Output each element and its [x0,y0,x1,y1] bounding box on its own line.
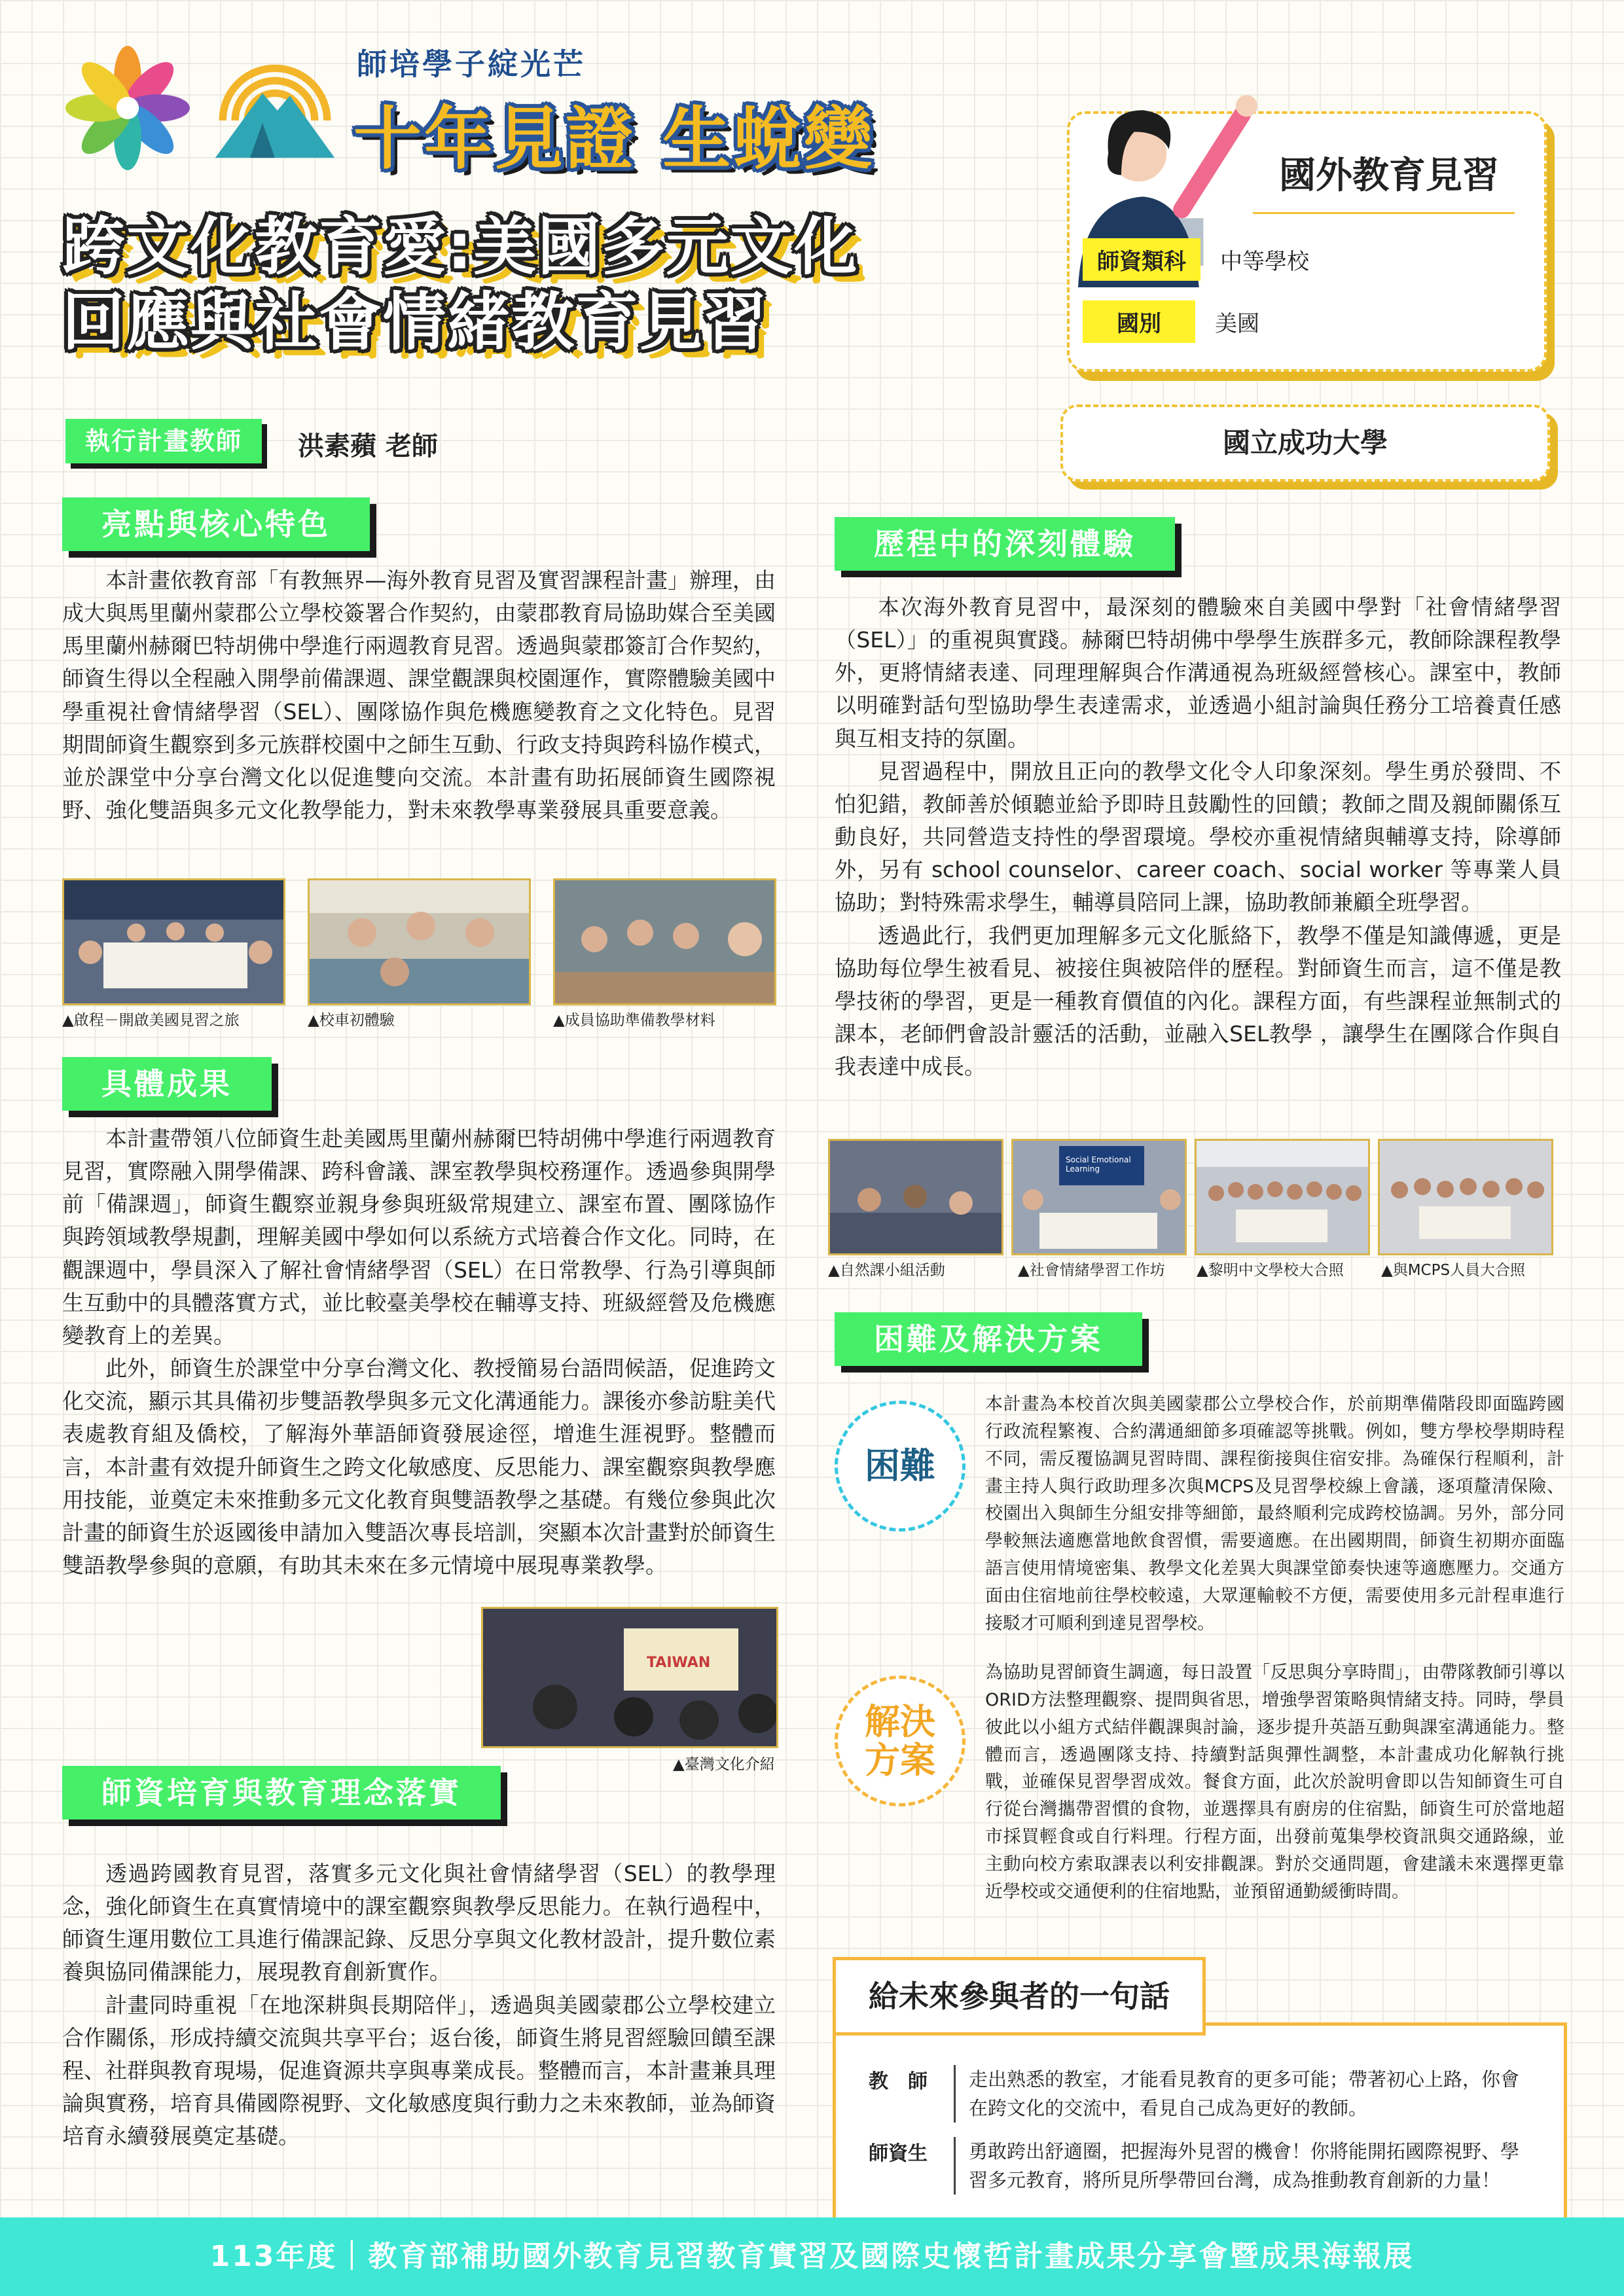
problem-text: 本計畫為本校首次與美國蒙郡公立學校合作，於前期準備階段即面臨跨國行政流程繁複、合約溝通細節多項確認等挑戰。例如，雙方學校學期時程不同，需反覆協調見習時間、課程銜接與住宿安排。為確保行程順利，計畫主持人與行政助理多次與MCPS及見習學校線上會議，逐項釐清保險、校園出入與師生分組安排等細節，最終順利完成跨校協調。另外，部分同學較無法適應當地飲食習慣，需要適應。在出國期間，師資生初期亦面臨語言使用情境密集、教學文化差異大與課堂節奏快速等適應壓力。交通方面由住宿地前往學校較遠，大眾運輸較不方便，需要使用多元計程車進行接駁才可順利到達見習學校。 [985,1394,1564,1634]
teacher-name: 洪素蘋 老師 [298,431,438,461]
country-value: 美國 [1215,311,1259,337]
page-title [62,209,858,360]
highlights-text [62,564,776,827]
title-line-2: 回應與社會情緒教育見習 [62,285,768,359]
caption-school-bus: ▲校車初體驗 [308,1012,395,1029]
journey-paragraph-1: 本次海外教育見習中，最深刻的體驗來自美國中學對「社會情緒學習（SEL）」的重視與實踐。赫爾巴特胡佛中學學生族群多元，教師除課程教學外，更將情緒表達、同理理解與合作溝通視為班級經營核心。課室中，教師以明確對話句型協助學生表達需求，並透過小組討論與任務分工培養責任感與互相支持的氛圍。 [835,594,1561,751]
quote-box [833,2022,1567,2225]
journey-text [835,591,1561,1083]
section-heading-highlights: 亮點與核心特色 [62,497,370,551]
quote-teacher-text: 走出熟悉的教室，才能看見教育的更多可能；帶著初心上路，你會在跨文化的交流中，看見自己成為更好的教師。 [969,2068,1520,2120]
highlights-paragraph: 本計畫依教育部「有教無界—海外教育見習及實習課程計畫」辦理，由成大與馬里蘭州蒙郡公立學校簽署合作契約，由蒙郡教育局協助媒合至美國馬里蘭州赫爾巴特胡佛中學進行兩週教育見習。透過與蒙郡簽訂合作契約，師資生得以全程融入開學前備課週、課堂觀課與校園運作，實際體驗美國中學重視社會情緒學習（SEL）、團隊協作與危機應變教育之文化特色。見習期間師資生觀察到多元族群校園中之師生互動、行政支持與跨科協作模式，並於課堂中分享台灣文化以促進雙向交流。本計畫有助拓展師資生國際視野、強化雙語與多元文化教學能力，對未來教學專業發展具重要意義。 [62,567,776,823]
quote-divider [954,2137,956,2195]
caption-science-group: ▲自然課小組活動 [828,1262,945,1279]
caption-departure: ▲啟程－開啟美國見習之旅 [62,1012,240,1029]
info-card [1067,111,1547,372]
photo-mcps-staff [1378,1139,1553,1255]
philosophy-text [62,1857,776,2153]
solution-badge [835,1676,965,1806]
caption-sel-workshop: ▲社會情緒學習工作坊 [1018,1262,1165,1279]
section-heading-journey: 歷程中的深刻體驗 [835,517,1175,571]
quote-student-text: 勇敢跨出舒適圈，把握海外見習的機會！你將能開拓國際視野、學習多元教育，將所見所學帶回台灣，成為推動教育創新的力量！ [969,2140,1520,2192]
solution-text: 為協助見習師資生調適，每日設置「反思與分享時間」，由帶隊教師引導以ORID方法整理觀察、提問與省思，增強學習策略與情緒支持。同時，學員彼此以小組方式結伴觀課與討論，逐步提升英語互動與課室溝通能力。整體而言，透過團隊支持、持續對話與彈性調整，本計畫成功化解執行挑戰，並確保見習學習成效。餐食方面，此次於說明會即以告知師資生可自行從台灣攜帶習慣的食物，並選擇具有廚房的住宿點，師資生可於當地超市採買輕食或自行料理。行程方面，出發前蒐集學校資訊與交通路線，並主動向校方索取課表以利安排觀課。對於交通問題，會建議未來選擇更靠近學校或交通便利的住宿地點，並預留通勤緩衝時間。 [985,1662,1564,1902]
results-paragraph-2: 此外，師資生於課堂中分享台灣文化、教授簡易台語問候語，促進跨文化交流，顯示其具備初步雙語教學與多元文化溝通能力。課後亦參訪駐美代表處教育組及僑校，了解海外華語師資發展途徑，增進生涯視野。整體而言，本計畫有效提升師資生之跨文化敏感度、反思能力、課室觀察與教學應用技能，並奠定未來推動多元文化教育與雙語教學之基礎。有幾位參與此次計畫的師資生於返國後申請加入雙語次專長培訓，突顯本次計畫對於師資生雙語教學參與的意願，有助其未來在多元情境中展現專業教學。 [62,1355,776,1579]
caption-mcps-staff: ▲與MCPS人員大合照 [1381,1262,1526,1279]
photo-school-bus [308,878,531,1005]
footer-text: 113年度｜教育部補助國外教育見習教育實習及國際史懷哲計畫成果分享會暨成果海報展 [209,2240,1415,2273]
teacher-label: 執行計畫教師 [65,419,262,463]
caption-taiwan-culture: ▲臺灣文化介紹 [673,1756,775,1773]
category-title: 國外教育見習 [1279,154,1499,197]
photo-taiwan-culture [481,1607,778,1748]
section-heading-difficulties: 困難及解決方案 [835,1312,1142,1366]
photo-departure [62,878,285,1005]
photo-science-group [828,1139,1003,1255]
philosophy-paragraph-1: 透過跨國教育見習，落實多元文化與社會情緒學習（SEL）的教學理念，強化師資生在真實情境中的課室觀察與教學反思能力。在執行過程中，師資生運用數位工具進行備課記錄、反思分享與文化教材設計，提升數位素養與協同備課能力，展現教育創新實作。 [62,1861,776,1985]
tagline: 師培學子綻光芒 [357,46,586,82]
quote-teacher-label: 教 師 [869,2070,928,2093]
section-heading-philosophy: 師資培育與教育理念落實 [62,1766,501,1820]
card-divider [1253,212,1515,214]
quote-student-label: 師資生 [869,2142,928,2165]
results-paragraph-1: 本計畫帶領八位師資生赴美國馬里蘭州赫爾巴特胡佛中學進行兩週教育見習，實際融入開學備課、跨科會議、課室教學與校務運作。透過參與開學前「備課週」，師資生觀察並親身參與班級常規建立、課室布置、團隊協作與跨領域教學規劃，理解美國中學如何以系統方式培養合作文化。同時，在觀課週中，學員深入了解社會情緒學習（SEL）在日常教學、行為引導與師生互動中的具體落實方式，並比較臺美學校在輔導支持、班級經營及危機應變教育上的差異。 [62,1126,776,1348]
caption-chinese-school: ▲黎明中文學校大合照 [1197,1262,1344,1279]
series-title: 十年見證 生蛻變 [353,99,875,179]
journey-paragraph-2: 見習過程中，開放且正向的教學文化令人印象深刻。學生勇於發問、不怕犯錯，教師善於傾聽並給予即時且鼓勵性的回饋；教師之間及親師關係互動良好，共同營造支持性的學習環境。學校亦重視情緒與輔導支持，除導師外，另有 school counselor、career coach、social worker 等專業人員協助；對特殊需求學生，輔導員陪同上課，協助教師兼顧全班學習。 [835,758,1561,916]
quote-teacher-row [869,2065,1536,2123]
problem-badge: 困難 [835,1401,965,1532]
university-box [1060,404,1550,482]
quote-heading: 給未來參與者的一句話 [833,1957,1206,2036]
flower-logo-icon [65,46,190,170]
quote-student-row [869,2137,1536,2195]
philosophy-paragraph-2: 計畫同時重視「在地深耕與長期陪伴」，透過與美國蒙郡公立學校建立合作關係，形成持續交流與共享平台；返台後，師資生將見習經驗回饋至課程、社群與教育現場，促進資源共享與專業成長。整體而言，本計畫兼具理論與實務，培育具備國際視野、文化敏感度與行動力之未來教師，並為師資培育永續發展奠定基礎。 [62,1992,776,2149]
field-value: 中等學校 [1220,249,1309,275]
screen-text: TAIWAN [647,1655,711,1671]
quote-divider [954,2065,956,2123]
photo-sel-workshop [1011,1139,1187,1255]
field-label: 師資類科 [1083,238,1200,281]
country-label: 國別 [1083,300,1195,343]
photo-sel-text: Social Emotional Learning [1066,1155,1131,1174]
photo-teaching-materials [553,878,776,1005]
university-name: 國立成功大學 [1222,427,1388,459]
footer-bar [0,2217,1624,2296]
journey-paragraph-3: 透過此行，我們更加理解多元文化脈絡下，教學不僅是知識傳遞，更是協助每位學生被看見、被接住與被陪伴的歷程。對師資生而言，這不僅是教學技術的學習，更是一種教育價值的內化。課程方面，有些課程並無制式的課本，老師們會設計靈活的活動，並融入SEL教學 ，讓學生在團隊合作與自我表達中成長。 [835,922,1561,1080]
photo-chinese-school [1195,1139,1370,1255]
sun-mountain-logo-icon [213,46,337,160]
solution-label: 解決方案 [865,1700,935,1781]
results-text [62,1122,776,1582]
section-heading-results: 具體成果 [62,1057,272,1111]
title-line-1: 跨文化教育愛:美國多元文化 [62,210,859,283]
caption-teaching-materials: ▲成員協助準備教學材料 [553,1012,715,1029]
